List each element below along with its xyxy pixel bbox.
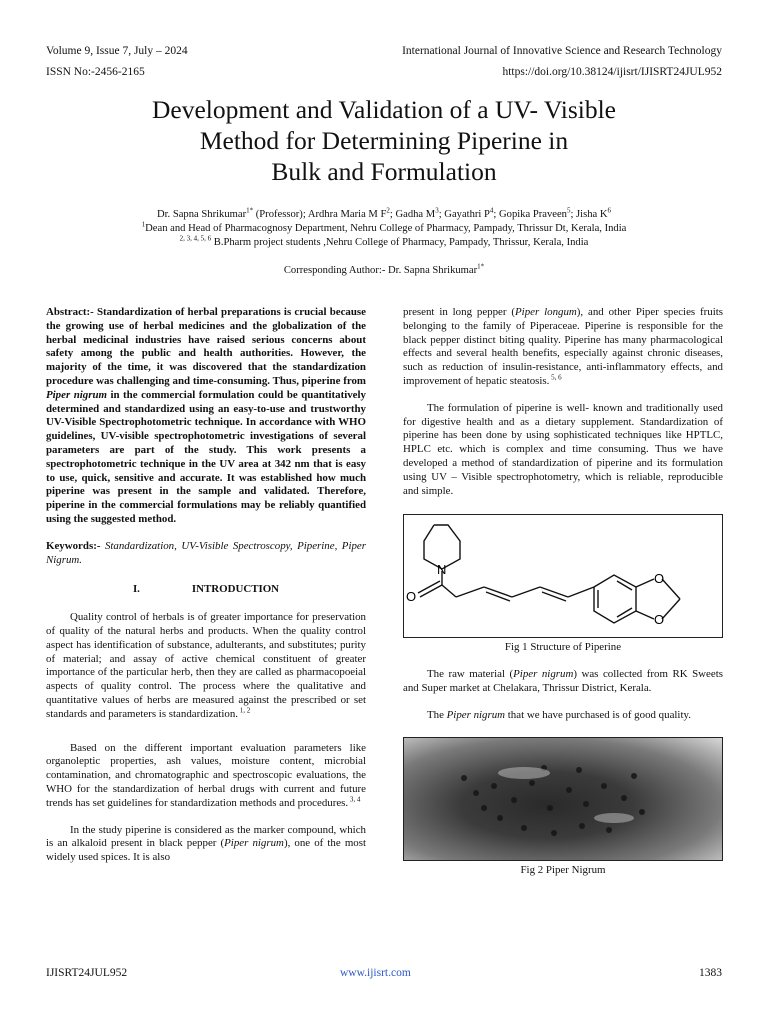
footer-article-code: IJISRT24JUL952 xyxy=(46,967,128,979)
affiliation-1: $^1$Dean and Head of Pharmacognosy Department, Nehru College of Pharmacy, Pampady, Thrissur Dt, Kerala, India xyxy=(141,220,627,234)
affiliation-2: $^{2, 3, 4, 5, 6}$ B.Pharm project students ,Nehru College of Pharmacy, Pampady, Thrissur, Kerala, India xyxy=(179,234,589,248)
figure-1-piperine-structure xyxy=(403,514,723,638)
title-line-2: Method for Determining Piperine in xyxy=(199,126,569,155)
figure-1-caption: Fig 1 Structure of Piperine xyxy=(504,641,622,654)
pepper-bag-image xyxy=(404,738,722,860)
footer-website-link[interactable]: www.ijisrt.com xyxy=(340,967,411,979)
keywords: Keywords:- Standardization, UV-Visible Spectroscopy, Piperine, Piper Nigrum. xyxy=(46,539,366,566)
figure-2-caption: Fig 2 Piper Nigrum xyxy=(520,863,606,876)
title-line-1: Development and Validation of a UV- Visible xyxy=(151,95,616,124)
section-heading-introduction: I. INTRODUCTION xyxy=(132,583,280,596)
doi-link[interactable]: https://doi.org/10.38124/ijisrt/IJISRT24JUL952 xyxy=(502,66,722,78)
volume-issue: Volume 9, Issue 7, July – 2024 xyxy=(46,45,188,57)
footer-page-number: 1383 xyxy=(699,967,722,979)
paper-title xyxy=(40,94,728,187)
abstract: Abstract:- Standardization of herbal preparations is crucial because the growing use of herbal medicines and the globalization of the herbal medicinal industries have raised serious concerns about safety among the public and health authorities. However, the majority of the time, it was discovered that the standardization procedure was challenging and time-consuming. Thus, piperine from Piper nigrum in the commercial formulation could be quantitatively determined and standardized using an easy-to-use and trustworthy UV-Visible Spectrophotometric technique. In accordance with WHO guidelines, UV-visible spectrophotometric investigations of several parameters are part of the study. This work presents a spectrophotometric technique in the UV area at 342 nm that is easy to use, quick, sensitive and accurate. It was established how much piperine was present in the sample and validated. Therefore, piperine in the commercial formulations may be reliably quantified using the suggested method. xyxy=(46,306,366,525)
issn: ISSN No:-2456-2165 xyxy=(46,66,145,78)
left-column xyxy=(46,306,366,865)
title-line-3: Bulk and Formulation xyxy=(271,157,497,186)
figure-2-piper-nigrum-photo xyxy=(403,737,723,861)
right-column xyxy=(403,306,723,877)
nitrogen-label: N xyxy=(437,562,447,578)
intro-paragraph-1: Quality control of herbals is of greater importance for preservation of quality of the natural herbs and products. When the quality control aspect has identification of substance, adulterants, and substitutes; purity of material; and assay of active chemical constituent of greater importance of the particular herb, then they are called as pharmacopoeial aspects of quality control. The process where the qualitative and quantitative values of herbs are measured against the prescribed or set standards and parameters is standardization. $^{1, 2}$ xyxy=(46,611,366,720)
ring-oxygen-label-2: O xyxy=(654,612,665,628)
right-paragraph-2: The formulation of piperine is well- known and traditionally used for digestive health and as a dietary supplement. Standardization of piperine has been done by using sophisticated techniques like HPTLC, HPLC etc. which is complex and time consuming. Thus we have developed a method of standardization of piperine and its formulation using UV – Visible spectrophotometry, which is reliable, reproducible and simple. xyxy=(403,401,723,497)
right-paragraph-3: The raw material (Piper nigrum) was collected from RK Sweets and Super market at Chelakara, Thrissur District, Kerala. xyxy=(403,668,723,694)
piperine-bonds xyxy=(418,525,680,623)
right-paragraph-1: present in long pepper (Piper longum), and other Piper species fruits belonging to the family of Piperaceae. Piperine is responsible for the black pepper distinct biting quality. Piperine has many pharmacological effects and several health benefits, especially against chronic diseases, such as reduction of insulin-resistance, anti-inflammatory effects, and improvement of hepatic steatosis. $^{5, 6}$ xyxy=(403,306,724,387)
peppercorn-texture xyxy=(404,738,722,860)
corresponding-author: Corresponding Author:- Dr. Sapna Shrikumar$^{1*}$ xyxy=(283,262,485,276)
intro-paragraph-3: In the study piperine is considered as the marker compound, which is an alkaloid present in black pepper (Piper nigrum), one of the most widely used spices. It is also xyxy=(46,823,367,864)
ring-oxygen-label-1: O xyxy=(654,571,665,587)
carbonyl-oxygen-label: O xyxy=(406,589,417,605)
piperine-structure-diagram xyxy=(404,515,722,637)
author-list: Dr. Sapna Shrikumar$^{1*}$ (Professor); Ardhra Maria M $F^2$; Gadha $M^3$; Gayathri $P^4$; Gopika Praveen$^5$; Jisha $K^6$ xyxy=(156,206,612,220)
journal-name: International Journal of Innovative Science and Research Technology xyxy=(402,45,722,57)
intro-paragraph-2: Based on the different important evaluation parameters like organoleptic properties, ash values, moisture content, microbial contamination, and chromatographic and spectroscopic evaluations, the WHO for the standardization of herbal drugs with current and future trends has set guidelines for standardization methods and procedures. $^{3, 4}$ xyxy=(46,741,366,809)
right-paragraph-4: The Piper nigrum that we have purchased is of good quality. xyxy=(427,708,691,721)
